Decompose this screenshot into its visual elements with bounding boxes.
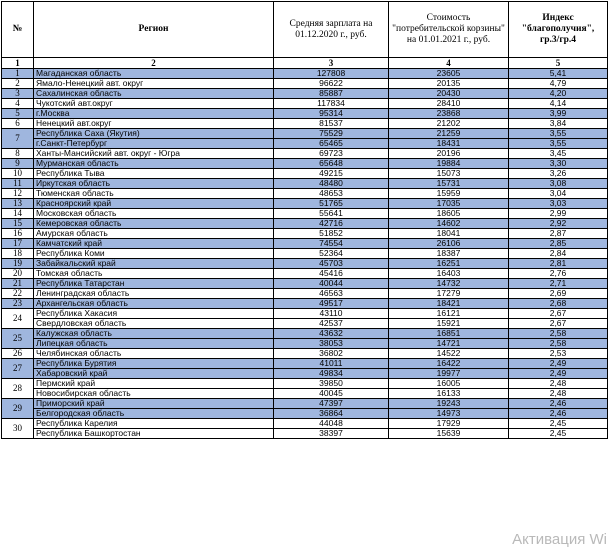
col-region-header: Регион (34, 2, 274, 58)
salary-cell: 40045 (274, 389, 389, 399)
salary-cell: 85887 (274, 89, 389, 99)
index-cell: 2,48 (509, 389, 608, 399)
region-cell: Хабаровский край (34, 369, 274, 379)
region-cell: Республика Тыва (34, 169, 274, 179)
salary-cell: 46563 (274, 289, 389, 299)
index-cell: 2,85 (509, 239, 608, 249)
index-cell: 2,81 (509, 259, 608, 269)
header-row (2, 2, 608, 58)
region-cell: Сахалинская область (34, 89, 274, 99)
basket-cell: 18431 (389, 139, 509, 149)
salary-cell: 117834 (274, 99, 389, 109)
salary-cell: 44048 (274, 419, 389, 429)
index-cell: 2,45 (509, 429, 608, 439)
region-cell: Ненецкий авт.округ (34, 119, 274, 129)
rank-cell: 6 (2, 119, 34, 129)
index-cell: 2,48 (509, 379, 608, 389)
col-salary-header: Средняя зарплата на 01.12.2020 г., руб. (274, 2, 389, 58)
basket-cell: 20135 (389, 79, 509, 89)
index-cell: 4,79 (509, 79, 608, 89)
salary-cell: 45416 (274, 269, 389, 279)
col-number-3: 3 (274, 58, 389, 69)
basket-cell: 16121 (389, 309, 509, 319)
salary-cell: 48480 (274, 179, 389, 189)
basket-cell: 16005 (389, 379, 509, 389)
basket-cell: 14721 (389, 339, 509, 349)
table-row (2, 109, 608, 119)
table-row (2, 169, 608, 179)
rank-cell: 3 (2, 89, 34, 99)
index-cell: 2,71 (509, 279, 608, 289)
rank-cell: 21 (2, 279, 34, 289)
region-cell: Республика Башкортостан (34, 429, 274, 439)
index-cell: 3,04 (509, 189, 608, 199)
salary-cell: 38397 (274, 429, 389, 439)
table-body (2, 69, 608, 439)
table-row (2, 429, 608, 439)
basket-cell: 17279 (389, 289, 509, 299)
region-cell: Тюменская область (34, 189, 274, 199)
index-cell: 3,03 (509, 199, 608, 209)
table-row (2, 99, 608, 109)
region-cell: Республика Саха (Якутия) (34, 129, 274, 139)
basket-cell: 23868 (389, 109, 509, 119)
basket-cell: 14732 (389, 279, 509, 289)
index-cell: 2,67 (509, 309, 608, 319)
salary-cell: 81537 (274, 119, 389, 129)
region-cell: Московская область (34, 209, 274, 219)
basket-cell: 18387 (389, 249, 509, 259)
index-cell: 2,46 (509, 409, 608, 419)
rank-cell: 12 (2, 189, 34, 199)
rank-cell: 28 (2, 379, 34, 399)
column-number-row (2, 58, 608, 69)
rank-cell: 11 (2, 179, 34, 189)
basket-cell: 17929 (389, 419, 509, 429)
table-row (2, 349, 608, 359)
table-row (2, 219, 608, 229)
salary-cell: 41011 (274, 359, 389, 369)
region-cell: Забайкальский край (34, 259, 274, 269)
salary-cell: 74554 (274, 239, 389, 249)
rank-cell: 29 (2, 399, 34, 419)
salary-cell: 48653 (274, 189, 389, 199)
region-cell: г.Санкт-Петербург (34, 139, 274, 149)
basket-cell: 26106 (389, 239, 509, 249)
salary-cell: 36802 (274, 349, 389, 359)
salary-cell: 96622 (274, 79, 389, 89)
basket-cell: 15959 (389, 189, 509, 199)
col-index-header: Индекс "благополучия", гр.3/гр.4 (509, 2, 608, 58)
region-cell: Белгородская область (34, 409, 274, 419)
salary-cell: 38053 (274, 339, 389, 349)
salary-cell: 69723 (274, 149, 389, 159)
region-cell: Липецкая область (34, 339, 274, 349)
index-cell: 3,45 (509, 149, 608, 159)
rank-cell: 16 (2, 229, 34, 239)
table-row (2, 79, 608, 89)
table-row (2, 319, 608, 329)
table-row (2, 119, 608, 129)
salary-cell: 43632 (274, 329, 389, 339)
table-row (2, 339, 608, 349)
salary-cell: 42537 (274, 319, 389, 329)
col-number-2: 2 (34, 58, 274, 69)
table-row (2, 129, 608, 139)
region-cell: Мурманская область (34, 159, 274, 169)
rank-cell: 13 (2, 199, 34, 209)
table-row (2, 389, 608, 399)
col-number-5: 5 (509, 58, 608, 69)
table-row (2, 399, 608, 409)
col-number-4: 4 (389, 58, 509, 69)
rank-cell: 26 (2, 349, 34, 359)
region-cell: Кемеровская область (34, 219, 274, 229)
rank-cell: 24 (2, 309, 34, 329)
rank-cell: 25 (2, 329, 34, 349)
basket-cell: 21202 (389, 119, 509, 129)
region-cell: Архангельская область (34, 299, 274, 309)
col-number-1: 1 (2, 58, 34, 69)
table-row (2, 159, 608, 169)
region-cell: Красноярский край (34, 199, 274, 209)
region-cell: Ямало-Ненецкий авт. округ (34, 79, 274, 89)
table-row (2, 379, 608, 389)
index-cell: 3,26 (509, 169, 608, 179)
basket-cell: 16422 (389, 359, 509, 369)
region-cell: Калужская область (34, 329, 274, 339)
basket-cell: 15921 (389, 319, 509, 329)
index-cell: 5,41 (509, 69, 608, 79)
index-cell: 2,49 (509, 359, 608, 369)
table-row (2, 289, 608, 299)
rank-cell: 27 (2, 359, 34, 379)
index-cell: 2,84 (509, 249, 608, 259)
table-row (2, 239, 608, 249)
salary-cell: 47397 (274, 399, 389, 409)
salary-cell: 49215 (274, 169, 389, 179)
rank-cell: 15 (2, 219, 34, 229)
rank-cell: 17 (2, 239, 34, 249)
region-cell: Амурская область (34, 229, 274, 239)
basket-cell: 28410 (389, 99, 509, 109)
table-row (2, 309, 608, 319)
basket-cell: 18421 (389, 299, 509, 309)
basket-cell: 15073 (389, 169, 509, 179)
table-row (2, 259, 608, 269)
region-cell: Пермский край (34, 379, 274, 389)
basket-cell: 16133 (389, 389, 509, 399)
index-cell: 3,84 (509, 119, 608, 129)
region-cell: Камчатский край (34, 239, 274, 249)
rank-cell: 8 (2, 149, 34, 159)
region-cell: Республика Карелия (34, 419, 274, 429)
region-cell: г.Москва (34, 109, 274, 119)
salary-cell: 55641 (274, 209, 389, 219)
basket-cell: 14602 (389, 219, 509, 229)
table-row (2, 249, 608, 259)
basket-cell: 15731 (389, 179, 509, 189)
basket-cell: 19884 (389, 159, 509, 169)
region-cell: Новосибирская область (34, 389, 274, 399)
rank-cell: 2 (2, 79, 34, 89)
rank-cell: 5 (2, 109, 34, 119)
table-row (2, 69, 608, 79)
index-cell: 2,92 (509, 219, 608, 229)
region-cell: Челябинская область (34, 349, 274, 359)
rank-cell: 9 (2, 159, 34, 169)
rank-cell: 1 (2, 69, 34, 79)
region-cell: Республика Коми (34, 249, 274, 259)
salary-cell: 40044 (274, 279, 389, 289)
index-cell: 2,46 (509, 399, 608, 409)
salary-cell: 39850 (274, 379, 389, 389)
salary-cell: 43110 (274, 309, 389, 319)
basket-cell: 16403 (389, 269, 509, 279)
index-cell: 3,55 (509, 129, 608, 139)
index-cell: 2,45 (509, 419, 608, 429)
table-row (2, 139, 608, 149)
index-cell: 2,53 (509, 349, 608, 359)
region-cell: Магаданская область (34, 69, 274, 79)
basket-cell: 15639 (389, 429, 509, 439)
salary-cell: 52364 (274, 249, 389, 259)
index-cell: 3,55 (509, 139, 608, 149)
index-cell: 2,87 (509, 229, 608, 239)
region-cell: Ханты-Мансийский авт. округ - Югра (34, 149, 274, 159)
index-cell: 2,76 (509, 269, 608, 279)
table-row (2, 89, 608, 99)
table-row (2, 179, 608, 189)
col-number-header: № (2, 2, 34, 58)
table-row (2, 279, 608, 289)
salary-cell: 51765 (274, 199, 389, 209)
table-row (2, 189, 608, 199)
rank-cell: 22 (2, 289, 34, 299)
salary-cell: 127808 (274, 69, 389, 79)
rank-cell: 20 (2, 269, 34, 279)
basket-cell: 16851 (389, 329, 509, 339)
basket-cell: 21259 (389, 129, 509, 139)
basket-cell: 23605 (389, 69, 509, 79)
table-row (2, 299, 608, 309)
salary-cell: 49834 (274, 369, 389, 379)
salary-cell: 49517 (274, 299, 389, 309)
region-cell: Приморский край (34, 399, 274, 409)
region-cell: Чукотский авт.округ (34, 99, 274, 109)
region-cell: Свердловская область (34, 319, 274, 329)
rank-cell: 14 (2, 209, 34, 219)
salary-cell: 36864 (274, 409, 389, 419)
table-row (2, 409, 608, 419)
table-row (2, 329, 608, 339)
basket-cell: 19977 (389, 369, 509, 379)
rank-cell: 7 (2, 129, 34, 149)
activation-watermark: Активация Wi (512, 531, 607, 548)
table-row (2, 229, 608, 239)
region-cell: Томская область (34, 269, 274, 279)
salary-cell: 95314 (274, 109, 389, 119)
basket-cell: 20196 (389, 149, 509, 159)
index-cell: 4,14 (509, 99, 608, 109)
index-cell: 2,69 (509, 289, 608, 299)
table-row (2, 209, 608, 219)
table-row (2, 359, 608, 369)
basket-cell: 19243 (389, 399, 509, 409)
rank-cell: 23 (2, 299, 34, 309)
index-cell: 2,99 (509, 209, 608, 219)
region-cell: Республика Татарстан (34, 279, 274, 289)
basket-cell: 20430 (389, 89, 509, 99)
index-cell: 2,67 (509, 319, 608, 329)
index-cell: 3,30 (509, 159, 608, 169)
welfare-index-table (1, 1, 608, 439)
index-cell: 2,58 (509, 339, 608, 349)
salary-cell: 65465 (274, 139, 389, 149)
salary-cell: 51852 (274, 229, 389, 239)
rank-cell: 10 (2, 169, 34, 179)
index-cell: 2,49 (509, 369, 608, 379)
basket-cell: 14973 (389, 409, 509, 419)
index-cell: 3,08 (509, 179, 608, 189)
rank-cell: 18 (2, 249, 34, 259)
index-cell: 4,20 (509, 89, 608, 99)
index-cell: 2,68 (509, 299, 608, 309)
basket-cell: 18041 (389, 229, 509, 239)
salary-cell: 45703 (274, 259, 389, 269)
basket-cell: 16251 (389, 259, 509, 269)
table-row (2, 199, 608, 209)
salary-cell: 75529 (274, 129, 389, 139)
rank-cell: 4 (2, 99, 34, 109)
table-row (2, 149, 608, 159)
region-cell: Иркутская область (34, 179, 274, 189)
region-cell: Республика Бурятия (34, 359, 274, 369)
rank-cell: 30 (2, 419, 34, 439)
index-cell: 2,58 (509, 329, 608, 339)
index-cell: 3,99 (509, 109, 608, 119)
rank-cell: 19 (2, 259, 34, 269)
region-cell: Республика Хакасия (34, 309, 274, 319)
table-row (2, 269, 608, 279)
table-row (2, 369, 608, 379)
region-cell: Ленинградская область (34, 289, 274, 299)
salary-cell: 42716 (274, 219, 389, 229)
table-row (2, 419, 608, 429)
basket-cell: 18605 (389, 209, 509, 219)
salary-cell: 65648 (274, 159, 389, 169)
basket-cell: 17035 (389, 199, 509, 209)
col-basket-header: Стоимость "потребительской корзины" на 01.01.2021 г., руб. (389, 2, 509, 58)
basket-cell: 14522 (389, 349, 509, 359)
